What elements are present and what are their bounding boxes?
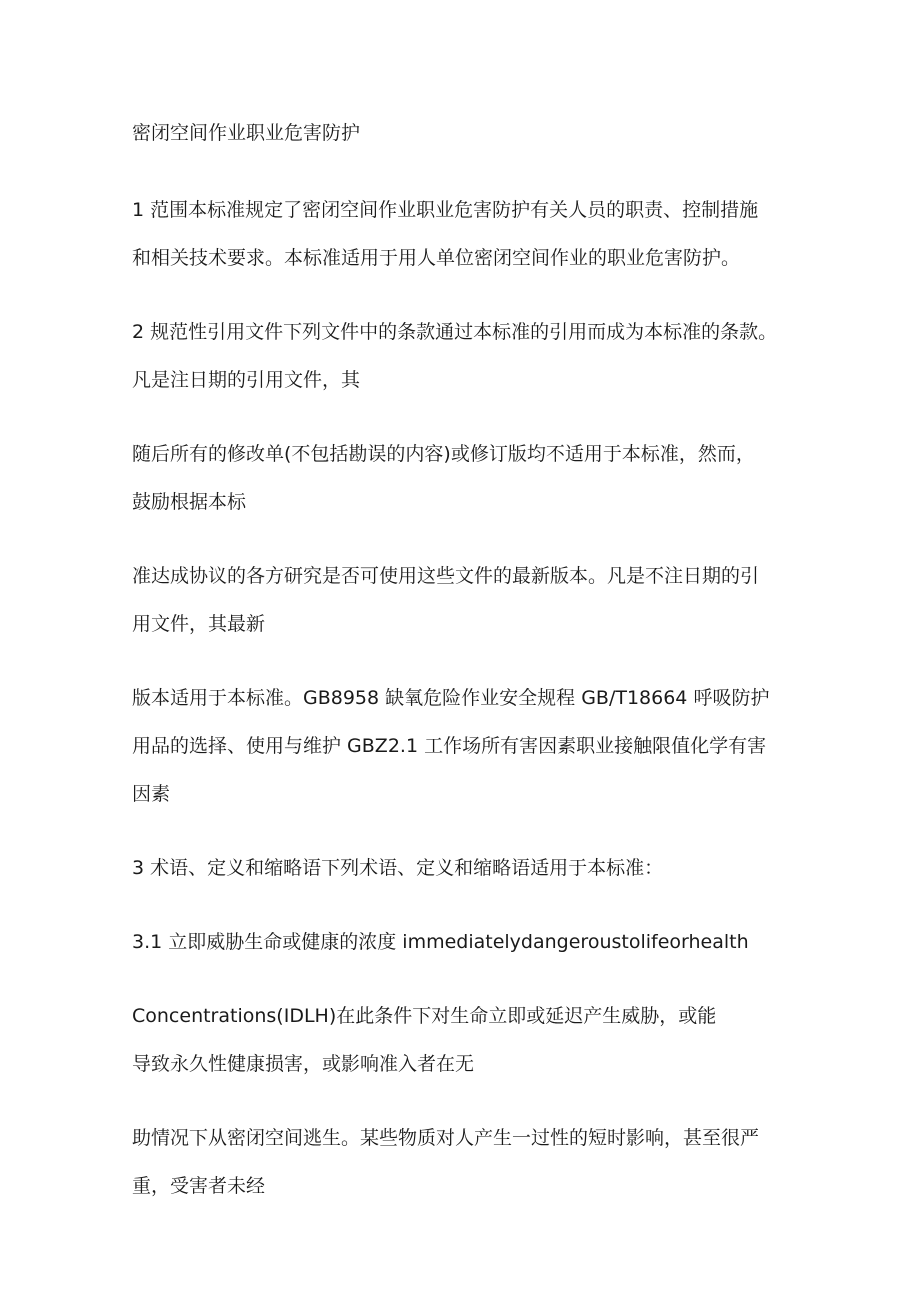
paragraph-idlh-definition bbox=[132, 992, 822, 1088]
paragraph-escape bbox=[132, 1114, 822, 1210]
paragraph-amendments bbox=[132, 430, 822, 526]
paragraph-line: 1 范围本标准规定了密闭空间作业职业危害防护有关人员的职责、控制措施 bbox=[132, 199, 759, 221]
paragraph-normative-references bbox=[132, 308, 822, 404]
paragraph-line: 随后所有的修改单(不包括勘误的内容)或修订版均不适用于本标准，然而， bbox=[132, 443, 755, 465]
paragraph-line: 用文件，其最新 bbox=[132, 613, 266, 635]
paragraph-line: 鼓励根据本标 bbox=[132, 491, 247, 513]
document-body bbox=[132, 118, 822, 1236]
paragraph-scope bbox=[132, 186, 822, 282]
paragraph-line: 导致永久性健康损害，或影响准入者在无 bbox=[132, 1053, 475, 1075]
paragraph-terms-heading bbox=[132, 844, 822, 892]
paragraph-line: 凡是注日期的引用文件，其 bbox=[132, 369, 361, 391]
paragraph-line: 助情况下从密闭空间逃生。某些物质对人产生一过性的短时影响，甚至很严 bbox=[132, 1127, 760, 1149]
paragraph-line: 因素 bbox=[132, 783, 171, 805]
paragraph-latest-version bbox=[132, 552, 822, 648]
document-title: 密闭空间作业职业危害防护 bbox=[132, 122, 361, 144]
paragraph-line: 3 术语、定义和缩略语下列术语、定义和缩略语适用于本标准： bbox=[132, 857, 664, 879]
paragraph-line: 准达成协议的各方研究是否可使用这些文件的最新版本。凡是不注日期的引 bbox=[132, 565, 760, 587]
paragraph-line: 3.1 立即威胁生命或健康的浓度 immediatelydangeroustolifeorhealth bbox=[132, 931, 749, 953]
paragraph-line: Concentrations(IDLH)在此条件下对生命立即或延迟产生威胁，或能 bbox=[132, 1005, 717, 1027]
paragraph-line: 重，受害者未经 bbox=[132, 1175, 266, 1197]
paragraph-line: 和相关技术要求。本标准适用于用人单位密闭空间作业的职业危害防护。 bbox=[132, 247, 741, 269]
paragraph-line: 2 规范性引用文件下列文件中的条款通过本标准的引用而成为本标准的条款。 bbox=[132, 321, 778, 343]
paragraph-line: 用品的选择、使用与维护 GBZ2.1 工作场所有害因素职业接触限值化学有害 bbox=[132, 735, 767, 757]
paragraph-referenced-standards bbox=[132, 674, 822, 818]
paragraph-idlh-term bbox=[132, 918, 822, 966]
paragraph-line: 版本适用于本标准。GB8958 缺氧危险作业安全规程 GB/T18664 呼吸防护 bbox=[132, 687, 770, 709]
